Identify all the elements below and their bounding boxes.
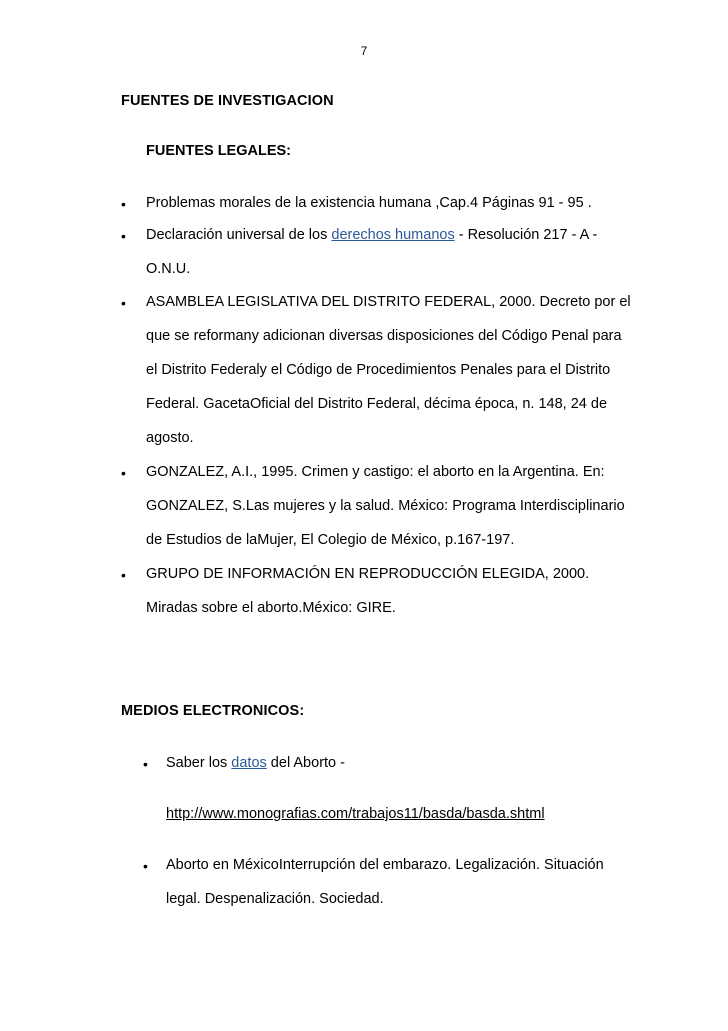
derechos-humanos-link[interactable]: derechos humanos <box>331 227 455 243</box>
legal-item-4-line-2: GONZALEZ, S.Las mujeres y la salud. México: Programa Interdisciplinario <box>146 498 625 514</box>
legal-item-3-line-4: Federal. GacetaOficial del Distrito Federal, décima época, n. 148, 24 de <box>146 396 608 412</box>
bullet-icon: • <box>121 567 126 583</box>
legal-item-2-text-pre: Declaración universal de los <box>146 227 332 243</box>
bullet-icon: • <box>121 196 126 212</box>
datos-link[interactable]: datos <box>231 755 267 771</box>
bullet-icon: • <box>121 228 126 244</box>
legal-item-5-line-1: GRUPO DE INFORMACIÓN EN REPRODUCCIÓN ELEGIDA, 2000. <box>146 566 590 582</box>
legal-item-3-line-2: que se reformany adicionan diversas disposiciones del Código Penal para <box>146 328 622 344</box>
heading-fuentes-investigacion: FUENTES DE INVESTIGACION <box>121 93 334 109</box>
media-item-2-line-1: Aborto en MéxicoInterrupción del embarazo. Legalización. Situación <box>166 857 604 873</box>
legal-item-3-line-5: agosto. <box>146 430 194 446</box>
media-item-1-text-pre: Saber los <box>166 755 232 771</box>
bullet-icon: • <box>143 858 148 874</box>
heading-medios-electronicos: MEDIOS ELECTRONICOS: <box>121 703 305 719</box>
subheading-fuentes-legales: FUENTES LEGALES: <box>146 143 292 159</box>
legal-item-3-line-3: el Distrito Federaly el Código de Procedimientos Penales para el Distrito <box>146 362 611 378</box>
legal-item-4-line-1: GONZALEZ, A.I., 1995. Crimen y castigo: el aborto en la Argentina. En: <box>146 464 605 480</box>
monografias-url-link[interactable]: http://www.monografias.com/trabajos11/basda/basda.shtml <box>166 806 545 822</box>
media-item-1-text-post: del Aborto - <box>266 755 345 771</box>
legal-item-2-line-2: O.N.U. <box>146 261 191 277</box>
legal-item-2-text-post: - Resolución 217 - A - <box>454 227 598 243</box>
media-item-2-line-2: legal. Despenalización. Sociedad. <box>166 891 384 907</box>
legal-item-5-line-2: Miradas sobre el aborto.México: GIRE. <box>146 600 396 616</box>
legal-item-4-line-3: de Estudios de laMujer, El Colegio de México, p.167-197. <box>146 532 515 548</box>
legal-item-1: Problemas morales de la existencia humana ,Cap.4 Páginas 91 - 95 . <box>146 195 592 211</box>
bullet-icon: • <box>121 295 126 311</box>
page-number: 7 <box>360 44 368 58</box>
bullet-icon: • <box>121 465 126 481</box>
legal-item-3-line-1: ASAMBLEA LEGISLATIVA DEL DISTRITO FEDERAL, 2000. Decreto por el <box>146 294 631 310</box>
legal-item-2 <box>146 227 597 243</box>
bullet-icon: • <box>143 756 148 772</box>
media-item-1 <box>166 755 345 771</box>
